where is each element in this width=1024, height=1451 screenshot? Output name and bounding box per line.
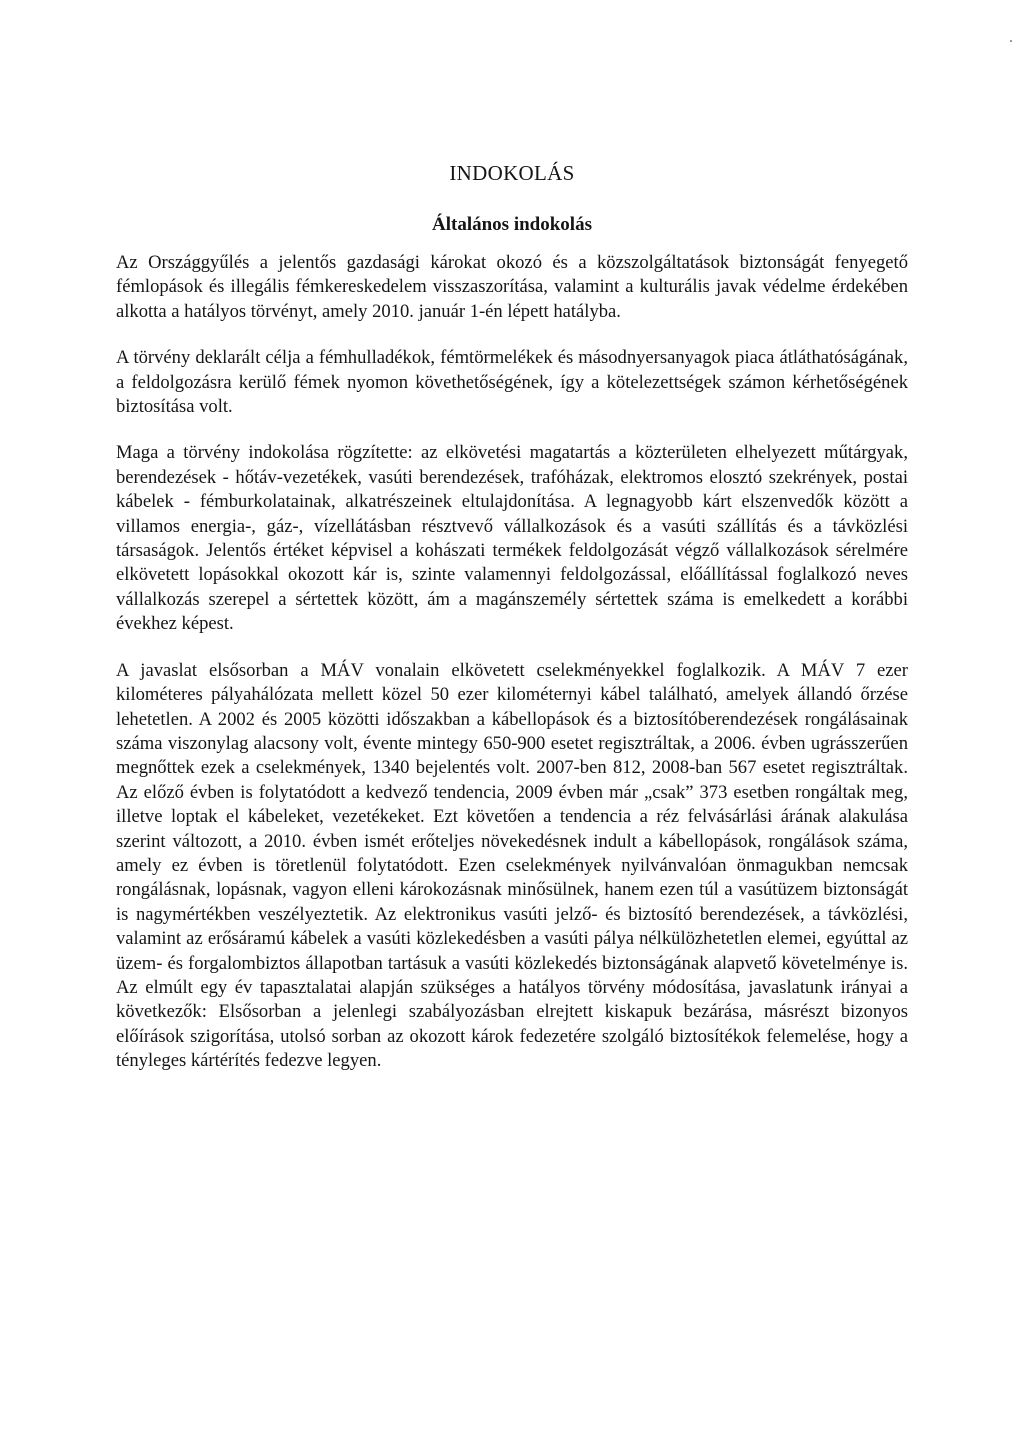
- paragraph-purpose: A törvény deklarált célja a fémhulladékok, fémtörmelékek és másodnyersanyagok piaca átláthatóságának, a feldolgozásra kerülő fémek nyomon követhetőségének, így a kötelezettségek számon kérhetőségének biztosítása volt.: [116, 347, 908, 418]
- document-title: INDOKOLÁS: [449, 161, 575, 185]
- document-subtitle: Általános indokolás: [432, 214, 592, 235]
- document-page: [116, 158, 908, 1074]
- scan-speck: [1010, 40, 1012, 42]
- paragraph-justification: Maga a törvény indokolása rögzítette: az elkövetési magatartás a közterületen elhelyezett műtárgyak, berendezések - hőtáv-vezetékek, vasúti berendezések, trafóházak, elektromos elosztó szekrények, postai kábelek - fémburkolatainak, alkatrészeinek eltulajdonítása. A legnagyobb kárt elszenvedők között a villamos energia-, gáz-, vízellátásban résztvevő vállalkozások és a vasúti szállítás és a távközlési társaságok. Jelentős értéket képvisel a kohászati termékek feldolgozását végző vállalkozások sérelmére elkövetett lopásokkal okozott kár is, szinte valamennyi feldolgozással, előállítással foglalkozó neves vállalkozás szerepel a sértettek között, ám a magánszemély sértettek száma is emelkedett a korábbi évekhez képest.: [116, 442, 908, 635]
- paragraph-intro: Az Országgyűlés a jelentős gazdasági károkat okozó és a közszolgáltatások biztonságát fenyegető fémlopások és illegális fémkereskedelem visszaszorítása, valamint a kulturális javak védelme érdekében alkotta a hatályos törvényt, amely 2010. január 1-én lépett hatályba.: [116, 252, 908, 322]
- paragraph-proposal: A javaslat elsősorban a MÁV vonalain elkövetett cselekményekkel foglalkozik. A MÁV 7 ezer kilométeres pályahálózata mellett közel 50 ezer kilométernyi kábel található, amelyek állandó őrzése lehetetlen. A 2002 és 2005 közötti időszakban a kábellopások és a biztosítóberendezések rongálásainak száma viszonylag alacsony volt, évente mintegy 650-900 esetet regisztráltak, a 2006. évben ugrásszerűen megnőttek ezek a cselekmények, 1340 bejelentés volt. 2007-ben 812, 2008-ban 567 esetet regisztráltak. Az előző évben is folytatódott a kedvező tendencia, 2009 évben már „csak” 373 esetben rongáltak meg, illetve loptak el kábeleket, vezetékeket. Ezt követően a tendencia a réz felvásárlási árának alakulása szerint változott, a 2010. évben ismét erőteljes növekedésnek indult a kábellopások, rongálások száma, amely ez évben is töretlenül folytatódott. Ezen cselekmények nyilvánvalóan önmagukban nemcsak rongálásnak, lopásnak, vagyon elleni károkozásnak minősülnek, hanem ezen túl a vasútüzem biztonságát is nagymértékben veszélyeztetik. Az elektronikus vasúti jelző- és biztosító berendezések, a távközlési, valamint az erősáramú kábelek a vasúti közlekedésben a vasúti pálya nélkülözhetetlen elemei, egyúttal az üzem- és forgalombiztos állapotban tartásuk a vasúti közlekedés biztonságának alapvető követelménye is. Az elmúlt egy év tapasztalatai alapján szükséges a hatályos törvény módosítása, javaslatunk irányai a következők: Elsősorban a jelenlegi szabályozásban elrejtett kiskapuk bezárása, másrészt bizonyos előírások szigorítása, utolsó sorban az okozott károk fedezetére szolgáló biztosítékok felemelése, hogy a tényleges kártérítés fedezve legyen.: [116, 659, 908, 1072]
